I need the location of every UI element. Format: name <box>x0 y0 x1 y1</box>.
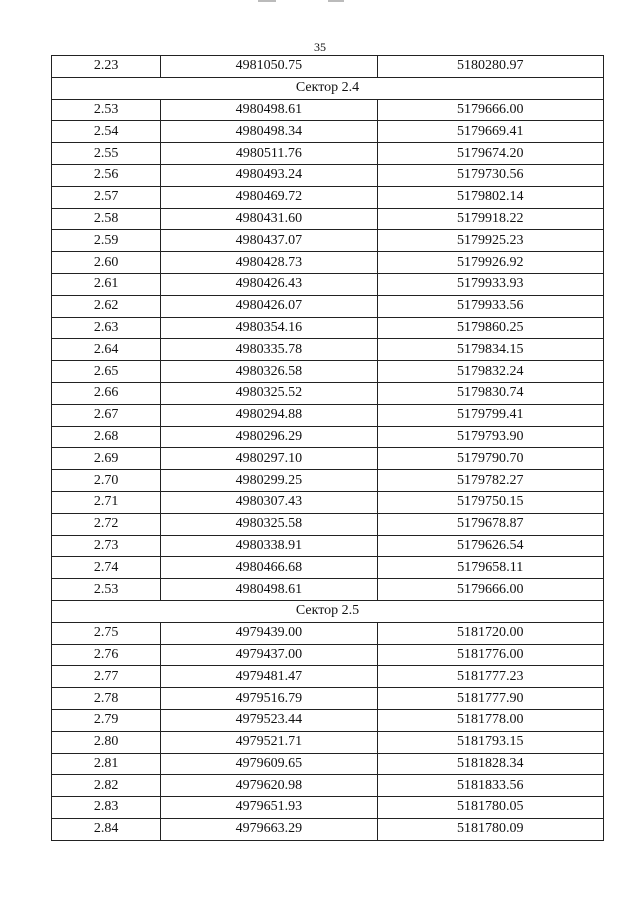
table-row <box>52 273 604 295</box>
section-title: Сектор 2.5 <box>52 600 604 622</box>
x-coordinate-cell: 4979521.71 <box>161 731 377 753</box>
x-coordinate-cell: 4980426.07 <box>161 295 377 317</box>
x-coordinate-cell: 4979663.29 <box>161 818 377 840</box>
y-coordinate-cell: 5179802.14 <box>377 186 603 208</box>
point-number-cell: 2.71 <box>52 491 161 513</box>
point-number-cell: 2.54 <box>52 121 161 143</box>
table-row <box>52 688 604 710</box>
table-row <box>52 775 604 797</box>
y-coordinate-cell: 5179926.92 <box>377 252 603 274</box>
scan-artifact-right <box>328 0 344 2</box>
point-number-cell: 2.59 <box>52 230 161 252</box>
section-title: Сектор 2.4 <box>52 77 604 99</box>
point-number-cell: 2.53 <box>52 99 161 121</box>
table-row <box>52 470 604 492</box>
x-coordinate-cell: 4980498.61 <box>161 579 377 601</box>
table-row <box>52 361 604 383</box>
table-row <box>52 317 604 339</box>
x-coordinate-cell: 4980294.88 <box>161 404 377 426</box>
point-number-cell: 2.56 <box>52 164 161 186</box>
point-number-cell: 2.58 <box>52 208 161 230</box>
point-number-cell: 2.78 <box>52 688 161 710</box>
page-number: 35 <box>314 40 326 54</box>
x-coordinate-cell: 4979609.65 <box>161 753 377 775</box>
x-coordinate-cell: 4980299.25 <box>161 470 377 492</box>
point-number-cell: 2.80 <box>52 731 161 753</box>
table-row <box>52 448 604 470</box>
point-number-cell: 2.84 <box>52 818 161 840</box>
x-coordinate-cell: 4980354.16 <box>161 317 377 339</box>
point-number-cell: 2.77 <box>52 666 161 688</box>
scan-artifact-left <box>258 0 276 2</box>
table-row <box>52 252 604 274</box>
table-row <box>52 818 604 840</box>
x-coordinate-cell: 4980325.58 <box>161 513 377 535</box>
y-coordinate-cell: 5179730.56 <box>377 164 603 186</box>
point-number-cell: 2.67 <box>52 404 161 426</box>
table-row <box>52 404 604 426</box>
y-coordinate-cell: 5181780.09 <box>377 818 603 840</box>
point-number-cell: 2.64 <box>52 339 161 361</box>
y-coordinate-cell: 5181778.00 <box>377 709 603 731</box>
x-coordinate-cell: 4979516.79 <box>161 688 377 710</box>
x-coordinate-cell: 4980426.43 <box>161 273 377 295</box>
coordinates-table-body <box>52 56 604 841</box>
y-coordinate-cell: 5179666.00 <box>377 99 603 121</box>
x-coordinate-cell: 4979481.47 <box>161 666 377 688</box>
x-coordinate-cell: 4980428.73 <box>161 252 377 274</box>
x-coordinate-cell: 4979439.00 <box>161 622 377 644</box>
y-coordinate-cell: 5181780.05 <box>377 797 603 819</box>
table-row <box>52 143 604 165</box>
point-number-cell: 2.63 <box>52 317 161 339</box>
x-coordinate-cell: 4980297.10 <box>161 448 377 470</box>
y-coordinate-cell: 5181720.00 <box>377 622 603 644</box>
table-row <box>52 753 604 775</box>
y-coordinate-cell: 5180280.97 <box>377 56 603 78</box>
y-coordinate-cell: 5181777.23 <box>377 666 603 688</box>
y-coordinate-cell: 5179678.87 <box>377 513 603 535</box>
y-coordinate-cell: 5181833.56 <box>377 775 603 797</box>
table-row <box>52 164 604 186</box>
table-row <box>52 513 604 535</box>
y-coordinate-cell: 5179925.23 <box>377 230 603 252</box>
table-row <box>52 382 604 404</box>
x-coordinate-cell: 4981050.75 <box>161 56 377 78</box>
table-row <box>52 186 604 208</box>
x-coordinate-cell: 4980296.29 <box>161 426 377 448</box>
point-number-cell: 2.83 <box>52 797 161 819</box>
x-coordinate-cell: 4980326.58 <box>161 361 377 383</box>
y-coordinate-cell: 5181777.90 <box>377 688 603 710</box>
point-number-cell: 2.62 <box>52 295 161 317</box>
point-number-cell: 2.72 <box>52 513 161 535</box>
y-coordinate-cell: 5179933.56 <box>377 295 603 317</box>
point-number-cell: 2.66 <box>52 382 161 404</box>
x-coordinate-cell: 4980307.43 <box>161 491 377 513</box>
y-coordinate-cell: 5181793.15 <box>377 731 603 753</box>
point-number-cell: 2.69 <box>52 448 161 470</box>
section-header-row <box>52 77 604 99</box>
x-coordinate-cell: 4980498.34 <box>161 121 377 143</box>
table-row <box>52 797 604 819</box>
point-number-cell: 2.57 <box>52 186 161 208</box>
table-row <box>52 121 604 143</box>
x-coordinate-cell: 4980511.76 <box>161 143 377 165</box>
y-coordinate-cell: 5181776.00 <box>377 644 603 666</box>
table-row <box>52 491 604 513</box>
x-coordinate-cell: 4979437.00 <box>161 644 377 666</box>
point-number-cell: 2.55 <box>52 143 161 165</box>
table-row <box>52 208 604 230</box>
section-header-row <box>52 600 604 622</box>
y-coordinate-cell: 5179626.54 <box>377 535 603 557</box>
x-coordinate-cell: 4980335.78 <box>161 339 377 361</box>
table-row <box>52 644 604 666</box>
table-row <box>52 666 604 688</box>
table-row <box>52 56 604 78</box>
table-row <box>52 557 604 579</box>
y-coordinate-cell: 5179790.70 <box>377 448 603 470</box>
x-coordinate-cell: 4980325.52 <box>161 382 377 404</box>
y-coordinate-cell: 5179669.41 <box>377 121 603 143</box>
point-number-cell: 2.74 <box>52 557 161 579</box>
coordinates-table <box>51 55 604 841</box>
point-number-cell: 2.73 <box>52 535 161 557</box>
table-row <box>52 339 604 361</box>
y-coordinate-cell: 5179750.15 <box>377 491 603 513</box>
x-coordinate-cell: 4980338.91 <box>161 535 377 557</box>
point-number-cell: 2.76 <box>52 644 161 666</box>
y-coordinate-cell: 5181828.34 <box>377 753 603 775</box>
x-coordinate-cell: 4980493.24 <box>161 164 377 186</box>
table-row <box>52 622 604 644</box>
y-coordinate-cell: 5179918.22 <box>377 208 603 230</box>
y-coordinate-cell: 5179658.11 <box>377 557 603 579</box>
y-coordinate-cell: 5179860.25 <box>377 317 603 339</box>
y-coordinate-cell: 5179832.24 <box>377 361 603 383</box>
point-number-cell: 2.70 <box>52 470 161 492</box>
point-number-cell: 2.75 <box>52 622 161 644</box>
point-number-cell: 2.68 <box>52 426 161 448</box>
point-number-cell: 2.79 <box>52 709 161 731</box>
point-number-cell: 2.65 <box>52 361 161 383</box>
point-number-cell: 2.82 <box>52 775 161 797</box>
table-row <box>52 731 604 753</box>
y-coordinate-cell: 5179666.00 <box>377 579 603 601</box>
x-coordinate-cell: 4980431.60 <box>161 208 377 230</box>
x-coordinate-cell: 4980466.68 <box>161 557 377 579</box>
y-coordinate-cell: 5179834.15 <box>377 339 603 361</box>
table-row <box>52 709 604 731</box>
point-number-cell: 2.53 <box>52 579 161 601</box>
x-coordinate-cell: 4979620.98 <box>161 775 377 797</box>
x-coordinate-cell: 4980437.07 <box>161 230 377 252</box>
table-row <box>52 99 604 121</box>
y-coordinate-cell: 5179799.41 <box>377 404 603 426</box>
point-number-cell: 2.61 <box>52 273 161 295</box>
point-number-cell: 2.81 <box>52 753 161 775</box>
x-coordinate-cell: 4980469.72 <box>161 186 377 208</box>
table-row <box>52 535 604 557</box>
point-number-cell: 2.23 <box>52 56 161 78</box>
table-row <box>52 295 604 317</box>
y-coordinate-cell: 5179674.20 <box>377 143 603 165</box>
y-coordinate-cell: 5179830.74 <box>377 382 603 404</box>
y-coordinate-cell: 5179933.93 <box>377 273 603 295</box>
table-row <box>52 579 604 601</box>
table-row <box>52 426 604 448</box>
y-coordinate-cell: 5179782.27 <box>377 470 603 492</box>
x-coordinate-cell: 4980498.61 <box>161 99 377 121</box>
x-coordinate-cell: 4979651.93 <box>161 797 377 819</box>
x-coordinate-cell: 4979523.44 <box>161 709 377 731</box>
y-coordinate-cell: 5179793.90 <box>377 426 603 448</box>
point-number-cell: 2.60 <box>52 252 161 274</box>
table-row <box>52 230 604 252</box>
